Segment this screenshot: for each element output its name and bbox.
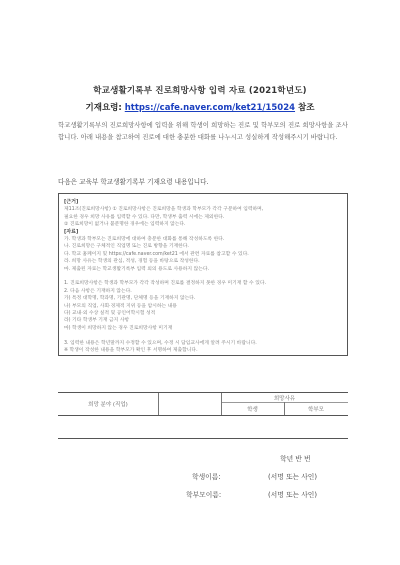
table-divider	[158, 393, 159, 415]
rules-line: 마. 제출된 자료는 학교생활기록부 입력 외의 용도로 사용하지 않는다.	[64, 266, 209, 272]
rules-line: 3. 입력한 내용은 학년말까지 수정할 수 있으며, 수정 시 담임교사에게 알려 주시기 바랍니다.	[64, 340, 257, 346]
rules-section-heading: [자료]	[64, 228, 79, 235]
rules-line: 다. 학교 홈페이지 및 https://cafe.naver.com/ket21 에서 관련 자료를 참고할 수 있다.	[64, 251, 249, 257]
rules-line: 2. 다음 사항은 기재하지 않는다.	[64, 288, 132, 294]
rules-line: 나) 부모의 직업, 사회·경제적 지위 등을 암시하는 내용	[64, 303, 177, 309]
class-number-line: 학년 반 번	[280, 455, 311, 463]
student-sign-field[interactable]: (서명 또는 사인)	[268, 473, 318, 481]
answer-table	[58, 392, 348, 416]
request-line: 다음은 교육부 학교생활기록부 기재요령 내용입니다.	[58, 178, 209, 186]
rules-line: 라) 기타 학생부 기재 금지 사항	[64, 318, 130, 324]
guide-prefix: 기재요령:	[85, 103, 122, 113]
parent-name-label: 학부모이름:	[186, 491, 222, 499]
rules-section-heading: [근거]	[64, 199, 79, 205]
rules-line: 나. 진로희망은 구체적인 직업명 또는 진로 방향을 기재한다.	[64, 244, 189, 250]
rules-line: 필요한 경우 희망 사유를 입력할 수 있다. 다만, 학생부 출력 시에는 제외한다.	[64, 214, 225, 220]
rules-line: 다) 교내·외 수상 실적 및 공인어학시험 성적	[64, 311, 156, 316]
rules-line: 라. 희망 사유는 학생의 관심, 적성, 경험 등을 바탕으로 작성한다.	[64, 259, 200, 265]
table-top-label: 희망사유	[273, 396, 296, 402]
guide-link[interactable]: https://cafe.naver.com/ket21/15024	[124, 103, 296, 113]
rules-line: 마) 학생이 희망하지 않는 경우 진로희망사항 미기재	[64, 325, 173, 331]
table-left-label: 희망 분야 (직업)	[88, 402, 128, 408]
student-name-label: 학생이름:	[192, 473, 221, 481]
rules-box	[58, 193, 348, 356]
rules-line: 제11조(진로희망사항) ① 진로희망사항은 진로희망을 학생과 학부모가 각각 구분하여 입력하며,	[64, 207, 264, 213]
rules-line: 1. 진로희망사항은 학생과 학부모가 각각 작성하며 진로를 결정하지 못한 경우 미기재 할 수 있다.	[64, 281, 267, 287]
rules-line: ※ 학생이 작성한 내용을 학부모가 확인 후 서명하여 제출합니다.	[64, 348, 198, 353]
guide-line	[0, 101, 400, 113]
guide-suffix: 참조	[298, 103, 315, 113]
rules-line: 가. 학생과 학부모는 진로희망에 대하여 충분한 대화를 통해 작성하도록 한다.	[64, 237, 225, 242]
rules-line: ② 진로희망이 없거나 불분명한 경우에는 입력하지 않는다.	[64, 222, 186, 228]
table-sub-right: 학부모	[308, 407, 324, 413]
parent-sign-field[interactable]: (서명 또는 사인)	[268, 491, 318, 499]
separator-line	[58, 438, 348, 439]
table-sub-left: 학생	[247, 407, 258, 413]
document-title: 학교생활기록부 진로희망사항 입력 자료 (2021학년도)	[93, 86, 307, 96]
rules-line: 가) 특정 대학명, 학과명, 기관명, 단체명 등을 기재하지 않는다.	[64, 296, 196, 302]
intro-paragraph: 학교생활기록부의 진로희망사항에 입력을 위해 학생이 희망하는 진로 및 학부모의 진로 희망사항을 조사합니다. 아래 내용을 참고하여 진로에 대한 충분한 대화를 나누시고 성실하게 작성해주시기 바랍니다.	[58, 121, 348, 141]
